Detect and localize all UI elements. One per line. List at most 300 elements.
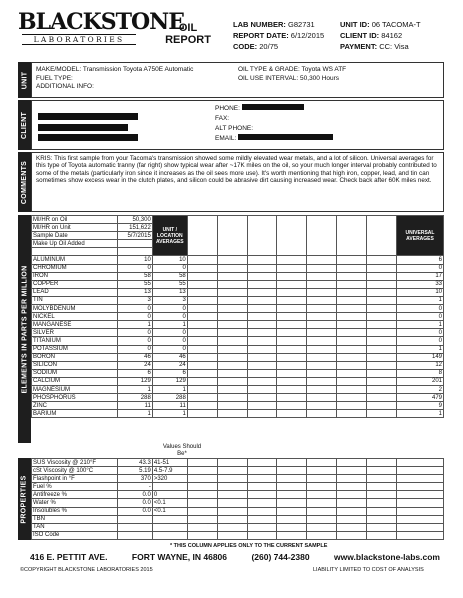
oil-interval-label: OIL USE INTERVAL: bbox=[238, 74, 299, 82]
empty-cell bbox=[217, 353, 247, 361]
empty-cell bbox=[367, 296, 397, 304]
unit-id-label: UNIT ID: bbox=[340, 20, 370, 29]
empty-cell bbox=[367, 345, 397, 353]
empty-cell bbox=[247, 305, 277, 313]
empty-cell bbox=[247, 216, 277, 256]
info-label: Sample Date bbox=[32, 232, 118, 240]
element-row bbox=[32, 361, 444, 369]
property-expected-range bbox=[152, 531, 187, 539]
empty-cell bbox=[247, 523, 277, 531]
empty-cell bbox=[187, 288, 217, 296]
empty-cell bbox=[187, 280, 217, 288]
empty-cell bbox=[217, 288, 247, 296]
empty-cell bbox=[277, 377, 307, 385]
empty-cell bbox=[247, 499, 277, 507]
empty-cell bbox=[337, 523, 367, 531]
empty-cell bbox=[337, 410, 367, 418]
element-row bbox=[32, 402, 444, 410]
empty-cell bbox=[187, 507, 217, 515]
empty-cell bbox=[367, 377, 397, 385]
element-average: 3 bbox=[152, 296, 187, 304]
empty-cell bbox=[337, 475, 367, 483]
element-average: 0 bbox=[152, 329, 187, 337]
empty-cell bbox=[277, 305, 307, 313]
element-row bbox=[32, 377, 444, 385]
empty-cell bbox=[187, 402, 217, 410]
empty-cell bbox=[187, 337, 217, 345]
empty-cell bbox=[277, 337, 307, 345]
empty-cell bbox=[217, 329, 247, 337]
empty-cell bbox=[337, 385, 367, 393]
property-name: Insolubles % bbox=[32, 507, 118, 515]
empty-cell bbox=[307, 272, 337, 280]
empty-cell bbox=[397, 491, 444, 499]
element-row bbox=[32, 264, 444, 272]
property-expected-range: 41-51 bbox=[152, 459, 187, 467]
properties-section-label: PROPERTIES bbox=[18, 458, 31, 540]
footer-web-link[interactable]: www.blackstone-labs.com bbox=[334, 552, 440, 562]
empty-cell bbox=[217, 313, 247, 321]
empty-cell bbox=[307, 296, 337, 304]
element-name: PHOSPHORUS bbox=[32, 394, 118, 402]
element-universal-average: 0 bbox=[397, 305, 444, 313]
report-date: 6/12/2015 bbox=[290, 31, 325, 40]
empty-cell bbox=[337, 515, 367, 523]
empty-cell bbox=[337, 264, 367, 272]
property-name: Antifreeze % bbox=[32, 491, 118, 499]
property-row bbox=[32, 515, 444, 523]
empty-cell bbox=[277, 313, 307, 321]
empty-cell bbox=[307, 264, 337, 272]
empty-cell bbox=[187, 483, 217, 491]
empty-cell bbox=[337, 377, 367, 385]
element-name: CHROMIUM bbox=[32, 264, 118, 272]
property-row bbox=[32, 523, 444, 531]
code: 20/75 bbox=[259, 42, 279, 51]
element-average: 6 bbox=[152, 369, 187, 377]
empty-cell bbox=[277, 353, 307, 361]
element-universal-average: 1 bbox=[397, 296, 444, 304]
empty-cell bbox=[367, 491, 397, 499]
empty-cell bbox=[247, 459, 277, 467]
element-average: 0 bbox=[152, 264, 187, 272]
element-value: 1 bbox=[117, 321, 152, 329]
element-name: NICKEL bbox=[32, 313, 118, 321]
empty-cell bbox=[217, 410, 247, 418]
element-universal-average: 0 bbox=[397, 264, 444, 272]
empty-cell bbox=[277, 483, 307, 491]
empty-cell bbox=[307, 394, 337, 402]
fuel-type-label: FUEL TYPE: bbox=[36, 74, 73, 82]
element-value: 1 bbox=[117, 385, 152, 393]
element-value: 0 bbox=[117, 305, 152, 313]
make-model: Transmission Toyota A750E Automatic bbox=[82, 66, 194, 73]
property-value: 0.0 bbox=[117, 499, 152, 507]
empty-cell bbox=[247, 264, 277, 272]
element-universal-average: 0 bbox=[397, 337, 444, 345]
empty-cell bbox=[307, 467, 337, 475]
element-row bbox=[32, 337, 444, 345]
empty-cell bbox=[397, 483, 444, 491]
empty-cell bbox=[187, 369, 217, 377]
property-value bbox=[117, 515, 152, 523]
oil-interval: 50,300 Hours bbox=[300, 74, 340, 82]
properties-table bbox=[31, 458, 444, 540]
values-should-be: Values Should Be* bbox=[162, 444, 202, 457]
make-model-label: MAKE/MODEL: bbox=[36, 66, 82, 73]
empty-cell bbox=[217, 394, 247, 402]
empty-cell bbox=[337, 507, 367, 515]
empty-cell bbox=[307, 385, 337, 393]
element-value: 3 bbox=[117, 296, 152, 304]
code-label: CODE: bbox=[233, 42, 258, 51]
element-value: 11 bbox=[117, 402, 152, 410]
empty-cell bbox=[277, 467, 307, 475]
element-average: 46 bbox=[152, 353, 187, 361]
alt-phone-label: ALT PHONE: bbox=[215, 125, 254, 132]
empty-cell bbox=[277, 256, 307, 264]
empty-cell bbox=[247, 329, 277, 337]
client-city-redacted bbox=[38, 128, 138, 146]
element-value: 129 bbox=[117, 377, 152, 385]
info-value: 151,622 bbox=[117, 224, 152, 232]
element-average: 55 bbox=[152, 280, 187, 288]
email-label: EMAIL: bbox=[215, 135, 237, 142]
empty-cell bbox=[337, 483, 367, 491]
empty-cell bbox=[217, 523, 247, 531]
element-name: IRON bbox=[32, 272, 118, 280]
empty-cell bbox=[217, 296, 247, 304]
empty-cell bbox=[337, 531, 367, 539]
empty-cell bbox=[187, 329, 217, 337]
empty-cell bbox=[247, 394, 277, 402]
empty-cell bbox=[337, 467, 367, 475]
property-row bbox=[32, 531, 444, 539]
empty-cell bbox=[337, 394, 367, 402]
element-row bbox=[32, 394, 444, 402]
footer-liability: LIABILITY LIMITED TO COST OF ANALYSIS bbox=[313, 567, 424, 573]
empty-cell bbox=[367, 394, 397, 402]
property-name: TAN bbox=[32, 523, 118, 531]
client-id: 84162 bbox=[381, 31, 403, 40]
empty-cell bbox=[247, 369, 277, 377]
element-value: 24 bbox=[117, 361, 152, 369]
empty-cell bbox=[187, 410, 217, 418]
element-name: CALCIUM bbox=[32, 377, 118, 385]
property-value bbox=[117, 531, 152, 539]
empty-cell bbox=[217, 515, 247, 523]
property-value: 0.0 bbox=[117, 507, 152, 515]
empty-cell bbox=[367, 483, 397, 491]
empty-cell bbox=[307, 313, 337, 321]
empty-cell bbox=[307, 483, 337, 491]
empty-cell bbox=[187, 264, 217, 272]
element-universal-average: 0 bbox=[397, 313, 444, 321]
element-value: 58 bbox=[117, 272, 152, 280]
element-value: 46 bbox=[117, 353, 152, 361]
property-row bbox=[32, 507, 444, 515]
empty-cell bbox=[367, 523, 397, 531]
empty-cell bbox=[307, 369, 337, 377]
empty-cell bbox=[277, 410, 307, 418]
empty-cell bbox=[187, 491, 217, 499]
empty-cell bbox=[367, 499, 397, 507]
element-name: SILICON bbox=[32, 361, 118, 369]
universal-averages-header: UNIVERSAL AVERAGES bbox=[397, 216, 444, 256]
empty-cell bbox=[337, 321, 367, 329]
empty-cell bbox=[217, 531, 247, 539]
empty-cell bbox=[277, 345, 307, 353]
empty-cell bbox=[337, 345, 367, 353]
empty-cell bbox=[247, 377, 277, 385]
empty-cell bbox=[307, 353, 337, 361]
element-value: 0 bbox=[117, 264, 152, 272]
property-expected-range: <0.1 bbox=[152, 499, 187, 507]
client-section bbox=[31, 100, 444, 150]
property-expected-range bbox=[152, 523, 187, 531]
empty-cell bbox=[397, 475, 444, 483]
empty-cell bbox=[217, 280, 247, 288]
property-expected-range bbox=[152, 515, 187, 523]
report-title bbox=[158, 22, 218, 46]
element-average: 13 bbox=[152, 288, 187, 296]
empty-cell bbox=[217, 369, 247, 377]
property-value: 5.19 bbox=[117, 467, 152, 475]
element-row bbox=[32, 410, 444, 418]
element-name: SODIUM bbox=[32, 369, 118, 377]
empty-cell bbox=[367, 369, 397, 377]
empty-cell bbox=[337, 353, 367, 361]
empty-cell bbox=[307, 288, 337, 296]
empty-cell bbox=[367, 264, 397, 272]
element-universal-average: 479 bbox=[397, 394, 444, 402]
empty-cell bbox=[217, 305, 247, 313]
empty-cell bbox=[277, 499, 307, 507]
empty-cell bbox=[247, 272, 277, 280]
empty-cell bbox=[217, 475, 247, 483]
empty-cell bbox=[277, 475, 307, 483]
property-row bbox=[32, 467, 444, 475]
empty-cell bbox=[187, 531, 217, 539]
property-value: 0.0 bbox=[117, 491, 152, 499]
empty-cell bbox=[217, 216, 247, 256]
element-average: 0 bbox=[152, 345, 187, 353]
element-universal-average: 17 bbox=[397, 272, 444, 280]
info-label: MI/HR on Oil bbox=[32, 216, 118, 224]
empty-cell bbox=[367, 353, 397, 361]
empty-cell bbox=[277, 296, 307, 304]
empty-cell bbox=[277, 329, 307, 337]
info-value bbox=[117, 240, 152, 248]
element-row bbox=[32, 385, 444, 393]
empty-cell bbox=[187, 256, 217, 264]
report-title-line-2: REPORT bbox=[165, 34, 211, 46]
empty-cell bbox=[337, 256, 367, 264]
footer-city: FORT WAYNE, IN 46806 bbox=[131, 552, 228, 562]
empty-cell bbox=[397, 515, 444, 523]
element-name: TIN bbox=[32, 296, 118, 304]
empty-cell bbox=[247, 288, 277, 296]
property-expected-range: >320 bbox=[152, 475, 187, 483]
property-row bbox=[32, 459, 444, 467]
info-value: 5/7/2015 bbox=[117, 232, 152, 240]
element-average: 10 bbox=[152, 256, 187, 264]
empty-cell bbox=[367, 515, 397, 523]
element-average: 1 bbox=[152, 321, 187, 329]
logo bbox=[18, 9, 185, 45]
property-expected-range: <0.1 bbox=[152, 507, 187, 515]
logo-main: BLACKSTONE bbox=[18, 9, 185, 35]
empty-cell bbox=[367, 361, 397, 369]
element-name: ZINC bbox=[32, 402, 118, 410]
element-universal-average: 10 bbox=[397, 288, 444, 296]
empty-cell bbox=[367, 280, 397, 288]
element-universal-average: 1 bbox=[397, 410, 444, 418]
empty-cell bbox=[277, 288, 307, 296]
element-name: MAGNESIUM bbox=[32, 385, 118, 393]
empty-cell bbox=[397, 459, 444, 467]
empty-cell bbox=[117, 248, 152, 256]
unit-section-label: UNIT bbox=[18, 62, 31, 98]
element-universal-average: 2 bbox=[397, 385, 444, 393]
empty-cell bbox=[277, 321, 307, 329]
empty-cell bbox=[247, 410, 277, 418]
comments-section-label: COMMENTS bbox=[18, 152, 31, 212]
empty-cell bbox=[247, 321, 277, 329]
empty-cell bbox=[217, 467, 247, 475]
empty-cell bbox=[337, 288, 367, 296]
element-row bbox=[32, 329, 444, 337]
element-value: 0 bbox=[117, 313, 152, 321]
empty-cell bbox=[307, 329, 337, 337]
report-date-label: REPORT DATE: bbox=[233, 31, 289, 40]
empty-cell bbox=[187, 459, 217, 467]
empty-cell bbox=[367, 321, 397, 329]
property-value: 43.3 bbox=[117, 459, 152, 467]
element-average: 11 bbox=[152, 402, 187, 410]
empty-cell bbox=[397, 467, 444, 475]
element-name: MANGANESE bbox=[32, 321, 118, 329]
empty-cell bbox=[277, 385, 307, 393]
empty-cell bbox=[217, 361, 247, 369]
empty-cell bbox=[337, 491, 367, 499]
info-row bbox=[32, 216, 444, 224]
oil-type: Toyota WS ATF bbox=[301, 66, 347, 73]
element-average: 58 bbox=[152, 272, 187, 280]
empty-cell bbox=[307, 337, 337, 345]
empty-cell bbox=[277, 459, 307, 467]
empty-cell bbox=[337, 329, 367, 337]
empty-cell bbox=[247, 256, 277, 264]
empty-cell bbox=[367, 402, 397, 410]
footer-contact bbox=[30, 552, 440, 562]
element-average: 129 bbox=[152, 377, 187, 385]
info-value: 50,300 bbox=[117, 216, 152, 224]
empty-cell bbox=[337, 402, 367, 410]
empty-cell bbox=[187, 499, 217, 507]
empty-cell bbox=[277, 264, 307, 272]
property-name: cSt Viscosity @ 100°C bbox=[32, 467, 118, 475]
element-row bbox=[32, 321, 444, 329]
header-info-left bbox=[233, 19, 324, 52]
empty-cell bbox=[247, 345, 277, 353]
empty-cell bbox=[307, 361, 337, 369]
element-average: 288 bbox=[152, 394, 187, 402]
property-value bbox=[117, 523, 152, 531]
element-name: COPPER bbox=[32, 280, 118, 288]
empty-cell bbox=[337, 337, 367, 345]
empty-cell bbox=[367, 385, 397, 393]
empty-cell bbox=[307, 216, 337, 256]
empty-cell bbox=[307, 402, 337, 410]
element-row bbox=[32, 369, 444, 377]
element-universal-average: 201 bbox=[397, 377, 444, 385]
empty-cell bbox=[307, 507, 337, 515]
unit-id: 06 TACOMA-T bbox=[371, 20, 421, 29]
empty-cell bbox=[187, 305, 217, 313]
empty-cell bbox=[337, 216, 367, 256]
property-row bbox=[32, 499, 444, 507]
empty-cell bbox=[187, 313, 217, 321]
lab-number-label: LAB NUMBER: bbox=[233, 20, 286, 29]
phone-redacted bbox=[242, 104, 304, 110]
element-row bbox=[32, 313, 444, 321]
empty-cell bbox=[367, 467, 397, 475]
empty-cell bbox=[277, 361, 307, 369]
empty-cell bbox=[307, 459, 337, 467]
empty-cell bbox=[277, 515, 307, 523]
empty-cell bbox=[337, 313, 367, 321]
empty-cell bbox=[277, 280, 307, 288]
property-name: ISO Code bbox=[32, 531, 118, 539]
property-row bbox=[32, 491, 444, 499]
empty-cell bbox=[367, 216, 397, 256]
empty-cell bbox=[247, 467, 277, 475]
empty-cell bbox=[247, 475, 277, 483]
empty-cell bbox=[367, 531, 397, 539]
empty-cell bbox=[307, 280, 337, 288]
empty-cell bbox=[307, 475, 337, 483]
element-universal-average: 12 bbox=[397, 361, 444, 369]
empty-cell bbox=[187, 361, 217, 369]
report-title-line-1: OIL bbox=[178, 22, 198, 34]
logo-sub: LABORATORIES bbox=[22, 34, 136, 45]
properties-footnote: * THIS COLUMN APPLIES ONLY TO THE CURRENT SAMPLE bbox=[170, 543, 328, 549]
element-name: BARIUM bbox=[32, 410, 118, 418]
empty-cell bbox=[217, 402, 247, 410]
empty-cell bbox=[367, 256, 397, 264]
empty-cell bbox=[367, 337, 397, 345]
element-universal-average: 149 bbox=[397, 353, 444, 361]
oil-type-label: OIL TYPE & GRADE: bbox=[238, 66, 300, 73]
element-value: 0 bbox=[117, 337, 152, 345]
element-name: POTASSIUM bbox=[32, 345, 118, 353]
empty-cell bbox=[187, 296, 217, 304]
element-value: 288 bbox=[117, 394, 152, 402]
empty-cell bbox=[217, 491, 247, 499]
empty-cell bbox=[247, 296, 277, 304]
empty-cell bbox=[307, 377, 337, 385]
empty-cell bbox=[187, 523, 217, 531]
element-row bbox=[32, 280, 444, 288]
empty-cell bbox=[247, 483, 277, 491]
element-value: 0 bbox=[117, 329, 152, 337]
payment-label: PAYMENT: bbox=[340, 42, 378, 51]
comments-section bbox=[31, 152, 444, 212]
empty-cell bbox=[367, 272, 397, 280]
property-expected-range: 4.5-7.9 bbox=[152, 467, 187, 475]
empty-cell bbox=[187, 353, 217, 361]
